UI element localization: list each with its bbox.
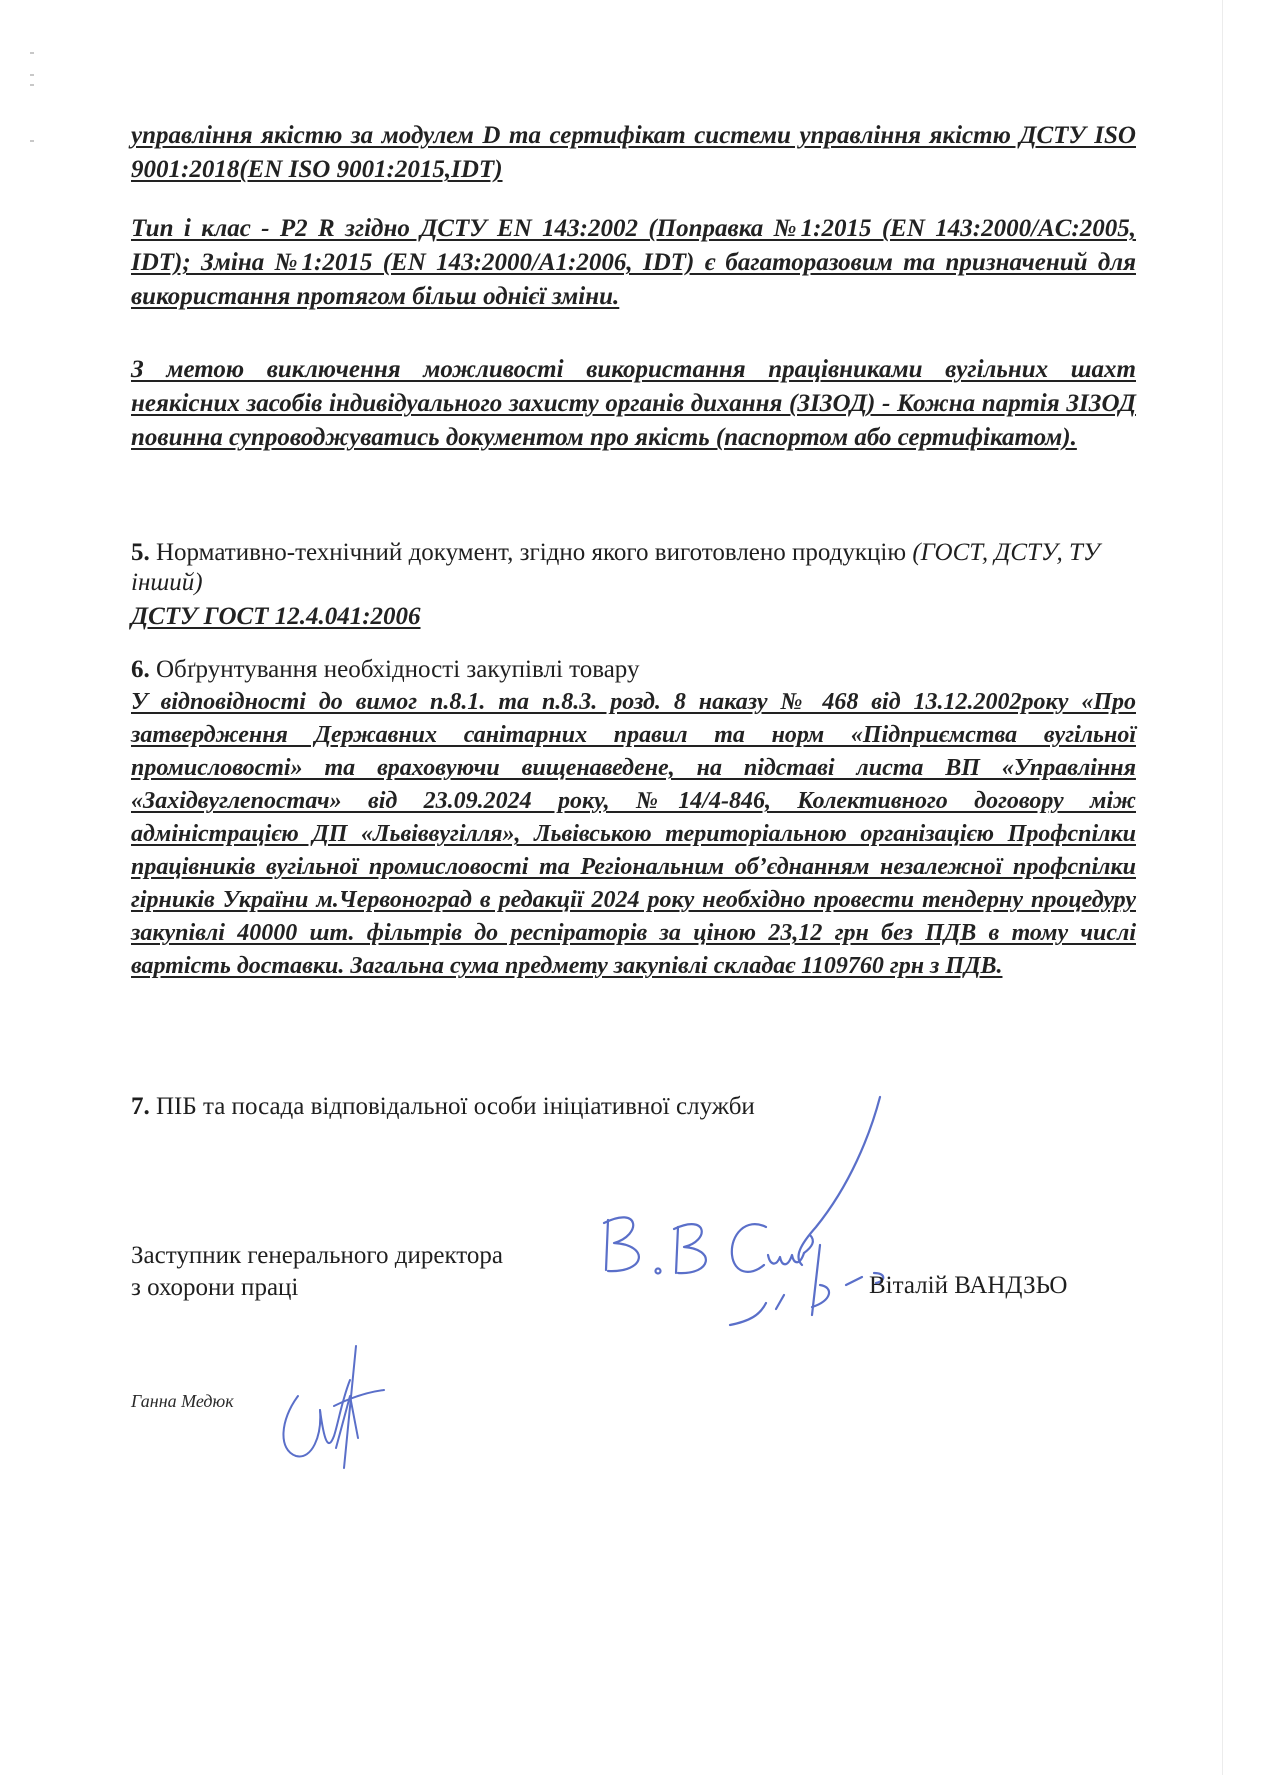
safety-requirement-paragraph: З метою виключення можливості використання працівниками вугільних шахт неякісних засобів індивідуального захисту органів дихання (ЗІЗОД) - Кожна партія ЗІЗОД повинна супроводжуватись документом про якість (паспортом або сертифікатом). (131, 356, 1136, 451)
signer-position-line-2: з охорони праці (131, 1274, 299, 1301)
section-5-heading (131, 538, 1136, 598)
type-class-paragraph: Тип і клас - Р2 R згідно ДСТУ EN 143:2002 (Поправка №1:2015 (EN 143:2000/AC:2005, IDT); Зміна №1:2015 (EN 143:2000/A1:2006, IDT) є багаторазовим та призначений для використання протягом більш однієї зміни. (131, 215, 1136, 310)
section-7-label: ПІБ та посада відповідальної особи ініціативної служби (156, 1093, 755, 1120)
director-signature (580, 1095, 910, 1355)
signer-position (131, 1240, 503, 1304)
section-6-heading (131, 655, 1136, 685)
section-6-number: 6. (131, 656, 150, 683)
executor-name: Ганна Медюк (131, 1391, 234, 1411)
executor-signature (272, 1340, 392, 1475)
signer-position-line-1: Заступник генерального директора (131, 1242, 503, 1269)
section-7-number: 7. (131, 1093, 150, 1120)
scan-specks (30, 52, 36, 142)
section-5-value: ДСТУ ГОСТ 12.4.041:2006 (131, 603, 421, 630)
signer-name: Віталій ВАНДЗЬО (869, 1272, 1068, 1299)
section-5-label-italic: (ГОСТ, ДСТУ, ТУ інший) (131, 539, 1100, 596)
section-5-label: Нормативно-технічний документ, згідно якого виготовлено продукцію (156, 539, 907, 566)
quality-cert-paragraph: управління якістю за модулем D та сертифікат системи управління якістю ДСТУ ISO 9001:2018(EN ISO 9001:2015,IDT) (131, 122, 1136, 183)
section-6-label: Обґрунтування необхідності закупівлі товару (156, 656, 640, 683)
section-6-value: У відповідності до вимог п.8.1. та п.8.3. розд. 8 наказу № 468 від 13.12.2002року «Про затвердження Державних санітарних правил та норм «Підприємства вугільної промисловості» та враховуючи вищенаведене, на підставі листа ВП «Управління «Західвуглепостач» від 23.09.2024 року, №14/4-846, Колективного договору між адміністрацією ДП «Львіввугілля», Львівською територіальною організацією Профспілки працівників вугільної промисловості та Регіональним об’єднанням незалежної профспілки гірників України м.Червоноград в редакції 2024 року необхідно провести тендерну процедуру закупівлі 40000 шт. фільтрів до респіраторів за ціною 23,12 грн без ПДВ в тому числі вартість доставки. Загальна сума предмету закупівлі складає 1109760 грн з ПДВ. (131, 689, 1136, 979)
scan-edge-line (1222, 0, 1223, 1775)
section-5-number: 5. (131, 539, 150, 566)
